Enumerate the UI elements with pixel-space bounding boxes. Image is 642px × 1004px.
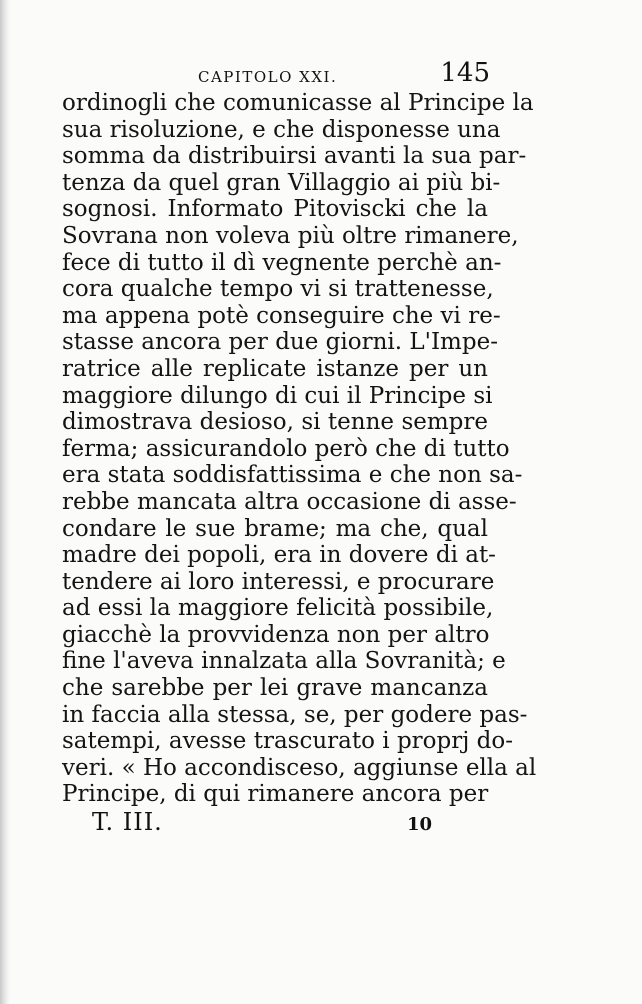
text-line: tenza da quel gran Villaggio ai più bi- [62,169,501,196]
text-line: sua risoluzione, e che disponesse una [62,116,501,143]
text-line: era stata soddisfattissima e che non sa- [62,462,523,489]
text-line: ad essi la maggiore felicità possibile, [62,595,494,622]
running-head: CAPITOLO XXI. [198,68,338,86]
text-line: maggiore dilungo di cui il Principe si [62,382,493,409]
text-line: ordinogli che comunicasse al Principe la [62,90,534,116]
signature-number: 10 [406,814,432,835]
text-line: ratrice alle replicate istanze per un [62,355,488,382]
page-header [198,58,490,94]
text-line: in faccia alla stessa, se, per godere pas- [62,701,528,728]
text-line: dimostrava desioso, si tenne sempre [62,409,488,436]
text-line: Principe, di qui rimanere ancora per [62,781,489,808]
text-line: somma da distribuirsi avanti la sua par- [62,143,527,170]
text-line: veri. « Ho accondisceso, aggiunse ella al [62,754,537,781]
text-line: Sovrana non voleva più oltre rimanere, [62,222,519,249]
spine-shadow [0,0,10,1004]
text-line: condare le sue brame; ma che, qual [62,515,488,542]
volume-signature: T. III. [92,808,163,836]
text-line: rebbe mancata altra occasione di asse- [62,488,517,515]
text-line: fine l'aveva innalzata alla Sovranità; e [62,648,506,675]
text-line: sognosi. Informato Pitoviscki che la [62,196,488,223]
text-line: giacchè la provvidenza non per altro [62,621,490,648]
body-text [62,90,537,808]
text-line: madre dei popoli, era in dovere di at- [62,542,496,569]
text-line: che sarebbe per lei grave mancanza [62,675,488,702]
page-footer [92,808,432,840]
text-line: tendere ai loro interessi, e procurare [62,568,495,595]
text-line: cora qualche tempo vi si trattenesse, [62,276,494,303]
text-line: ferma; assicurandolo però che di tutto [62,435,510,462]
text-line: fece di tutto il dì vegnente perchè an- [62,249,502,276]
text-line: satempi, avesse trascurato i proprj do- [62,728,514,755]
page-number: 145 [440,58,490,88]
text-line: stasse ancora per due giorni. L'Impe- [62,329,498,356]
text-line: ma appena potè conseguire che vi re- [62,302,501,329]
